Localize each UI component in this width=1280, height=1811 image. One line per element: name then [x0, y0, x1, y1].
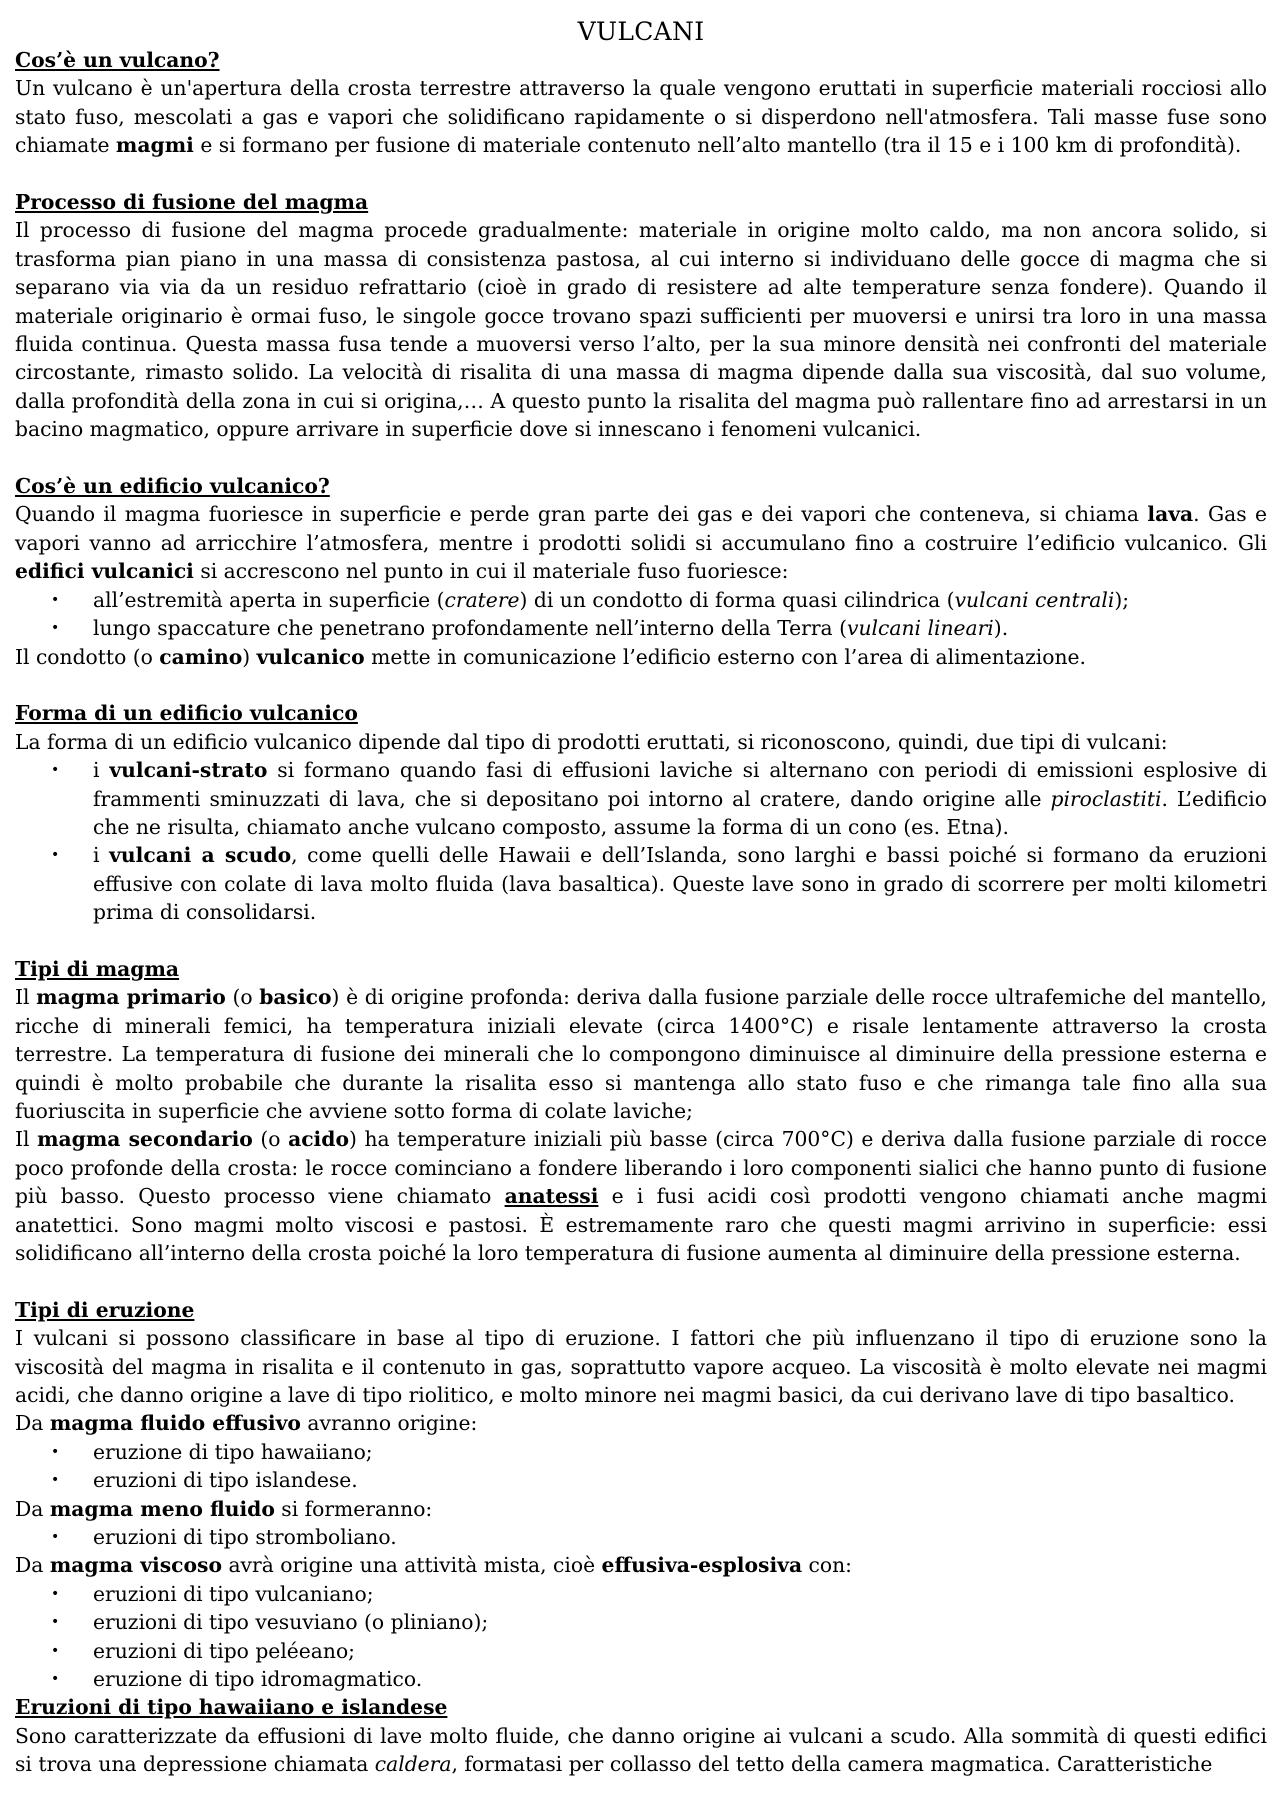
- list-item: • eruzioni di tipo vulcaniano;: [93, 1580, 1267, 1608]
- section-heading-tipi-eruzione: Tipi di eruzione: [15, 1297, 195, 1322]
- list-item: • all’estremità aperta in superficie (cratere) di un condotto di forma quasi cilindrica (vulcani centrali);: [93, 586, 1267, 614]
- list-item: • i vulcani a scudo, come quelli delle Hawaii e dell’Islanda, sono larghi e bassi poiché si formano da eruzioni effusive con colate di lava molto fluida (lava basaltica). Queste lave sono in grado di scorrere per molti kilometri prima di consolidarsi.: [93, 841, 1267, 926]
- paragraph-magma-viscoso: Da magma viscoso avrà origine una attività mista, cioè effusiva-esplosiva con:: [15, 1553, 853, 1578]
- list-item: • eruzione di tipo idromagmatico.: [93, 1665, 1267, 1693]
- list-item: • eruzioni di tipo peléeano;: [93, 1637, 1267, 1665]
- paragraph-edificio-vulcanico: Quando il magma fuoriesce in superficie e perde gran parte dei gas e dei vapori che conteneva, si chiama lava. Gas e vapori vanno ad arricchire l’atmosfera, mentre i prodotti solidi si accumulano fino a costruire l’edificio vulcanico. Gli edifici vulcanici si accrescono nel punto in cui il materiale fuso fuoriesce:: [15, 502, 1267, 584]
- list-eruzioni-effusive: [15, 1438, 1267, 1495]
- list-item: • eruzioni di tipo islandese.: [93, 1466, 1267, 1494]
- section-heading-cosa-e-un-vulcano: Cos’è un vulcano?: [15, 48, 220, 72]
- paragraph-eruzioni-hawaiiane: Sono caratterizzate da effusioni di lave molto fluide, che danno origine ai vulcani a scudo. Alla sommità di questi edifici si trova una depressione chiamata caldera, formatasi per collasso del tetto della camera magmatica. Caratteristiche: [15, 1723, 1267, 1777]
- section-heading-tipi-magma: Tipi di magma: [15, 956, 180, 981]
- document-title: VULCANI: [577, 17, 705, 46]
- list-eruzioni-miste: [15, 1580, 1267, 1694]
- list-tipi-vulcani: [15, 756, 1267, 926]
- list-item: • i vulcani-strato si formano quando fasi di effusioni laviche si alternano con periodi di emissioni esplosive di frammenti sminuzzati di lava, che si depositano poi intorno al cratere, dando origine alle piroclastiti. L’edificio che ne risulta, chiamato anche vulcano composto, assume la forma di un cono (es. Etna).: [93, 756, 1267, 841]
- paragraph-forma-edificio: La forma di un edificio vulcanico dipende dal tipo di prodotti eruttati, si riconoscono, quindi, due tipi di vulcani:: [15, 729, 1168, 754]
- section-heading-forma-edificio: Forma di un edificio vulcanico: [15, 701, 358, 726]
- paragraph-processo-fusione: Il processo di fusione del magma procede gradualmente: materiale in origine molto caldo, ma non ancora solido, si trasforma pian piano in una massa di consistenza pastosa, al cui interno si individuano delle gocce di magma che si separano via via da un residuo refrattario (cioè in grado di resistere ad alte temperature senza fondere). Quando il materiale originario è ormai fuso, le singole gocce trovano spazi sufficienti per muoversi e unirsi tra loro in una massa fluida continua. Questa massa fusa tende a muoversi verso l’alto, per la sua minore densità nei confronti del materiale circostante, rimasto solido. La velocità di risalita di una massa di magma dipende dalla sua viscosità, dal suo volume, dalla profondità della zona in cui si origina,… A questo punto la risalita del magma può rallentare fino ad arrestarsi in un bacino magmatico, oppure arrivare in superficie dove si innescano i fenomeni vulcanici.: [15, 218, 1267, 442]
- list-eruzioni-stromboliane: [15, 1523, 1267, 1551]
- section-heading-processo-fusione: Processo di fusione del magma: [15, 190, 369, 215]
- list-item: • eruzioni di tipo vesuviano (o pliniano);: [93, 1608, 1267, 1636]
- list-item: • eruzione di tipo hawaiiano;: [93, 1438, 1267, 1466]
- paragraph-definizione-vulcano: Un vulcano è un'apertura della crosta terrestre attraverso la quale vengono eruttati in superficie materiali rocciosi allo stato fuso, mescolati a gas e vapori che solidificano rapidamente o si disperdono nell'atmosfera. Tali masse fuse sono chiamate magmi e si formano per fusione di materiale contenuto nell’alto mantello (tra il 15 e i 100 km di profondità).: [15, 76, 1267, 158]
- paragraph-tipi-eruzione: I vulcani si possono classificare in base al tipo di eruzione. I fattori che più influenzano il tipo di eruzione sono la viscosità del magma in risalita e il contenuto in gas, soprattutto vapore acqueo. La viscosità è molto elevate nei magmi acidi, che danno origine a lave di tipo riolitico, e molto minore nei magmi basici, da cui derivano lave di tipo basaltico.: [15, 1326, 1267, 1408]
- section-heading-eruzioni-hawaiiane: Eruzioni di tipo hawaiiano e islandese: [15, 1695, 448, 1720]
- paragraph-condotto-vulcanico: Il condotto (o camino) vulcanico mette in comunicazione l’edificio esterno con l’area di alimentazione.: [15, 644, 1086, 669]
- paragraph-magma-fluido: Da magma fluido effusivo avranno origine:: [15, 1411, 478, 1436]
- paragraph-magma-meno-fluido: Da magma meno fluido si formeranno:: [15, 1496, 433, 1521]
- list-item: • eruzioni di tipo stromboliano.: [93, 1523, 1267, 1551]
- section-heading-edificio-vulcanico: Cos’è un edificio vulcanico?: [15, 474, 330, 499]
- paragraph-magma-primario: Il magma primario (o basico) è di origine profonda: deriva dalla fusione parziale delle rocce ultrafemiche del mantello, ricche di minerali femici, ha temperatura iniziali elevate (circa 1400°C) e risale lentamente attraverso la crosta terrestre. La temperatura di fusione dei minerali che lo compongono diminuisce al diminuire della pressione esterna e quindi è molto probabile che durante la risalita esso si mantenga allo stato fuso e che rimanga tale fino alla sua fuoriuscita in superficie che avviene sotto forma di colate laviche;: [15, 985, 1267, 1123]
- list-tipi-apertura: [15, 586, 1267, 643]
- paragraph-magma-secondario: Il magma secondario (o acido) ha temperature iniziali più basse (circa 700°C) e deriva dalla fusione parziale di rocce poco profonde della crosta: le rocce cominciano a fondere liberando i loro componenti sialici che hanno punto di fusione più basso. Questo processo viene chiamato anatessi e i fusi acidi così prodotti vengono chiamati anche magmi anatettici. Sono magmi molto viscosi e pastosi. È estremamente raro che questi magmi arrivino in superficie: essi solidificano all’interno della crosta poiché la loro temperatura di fusione aumenta al diminuire della pressione esterna.: [15, 1127, 1267, 1265]
- list-item: • lungo spaccature che penetrano profondamente nell’interno della Terra (vulcani lineari).: [93, 614, 1267, 642]
